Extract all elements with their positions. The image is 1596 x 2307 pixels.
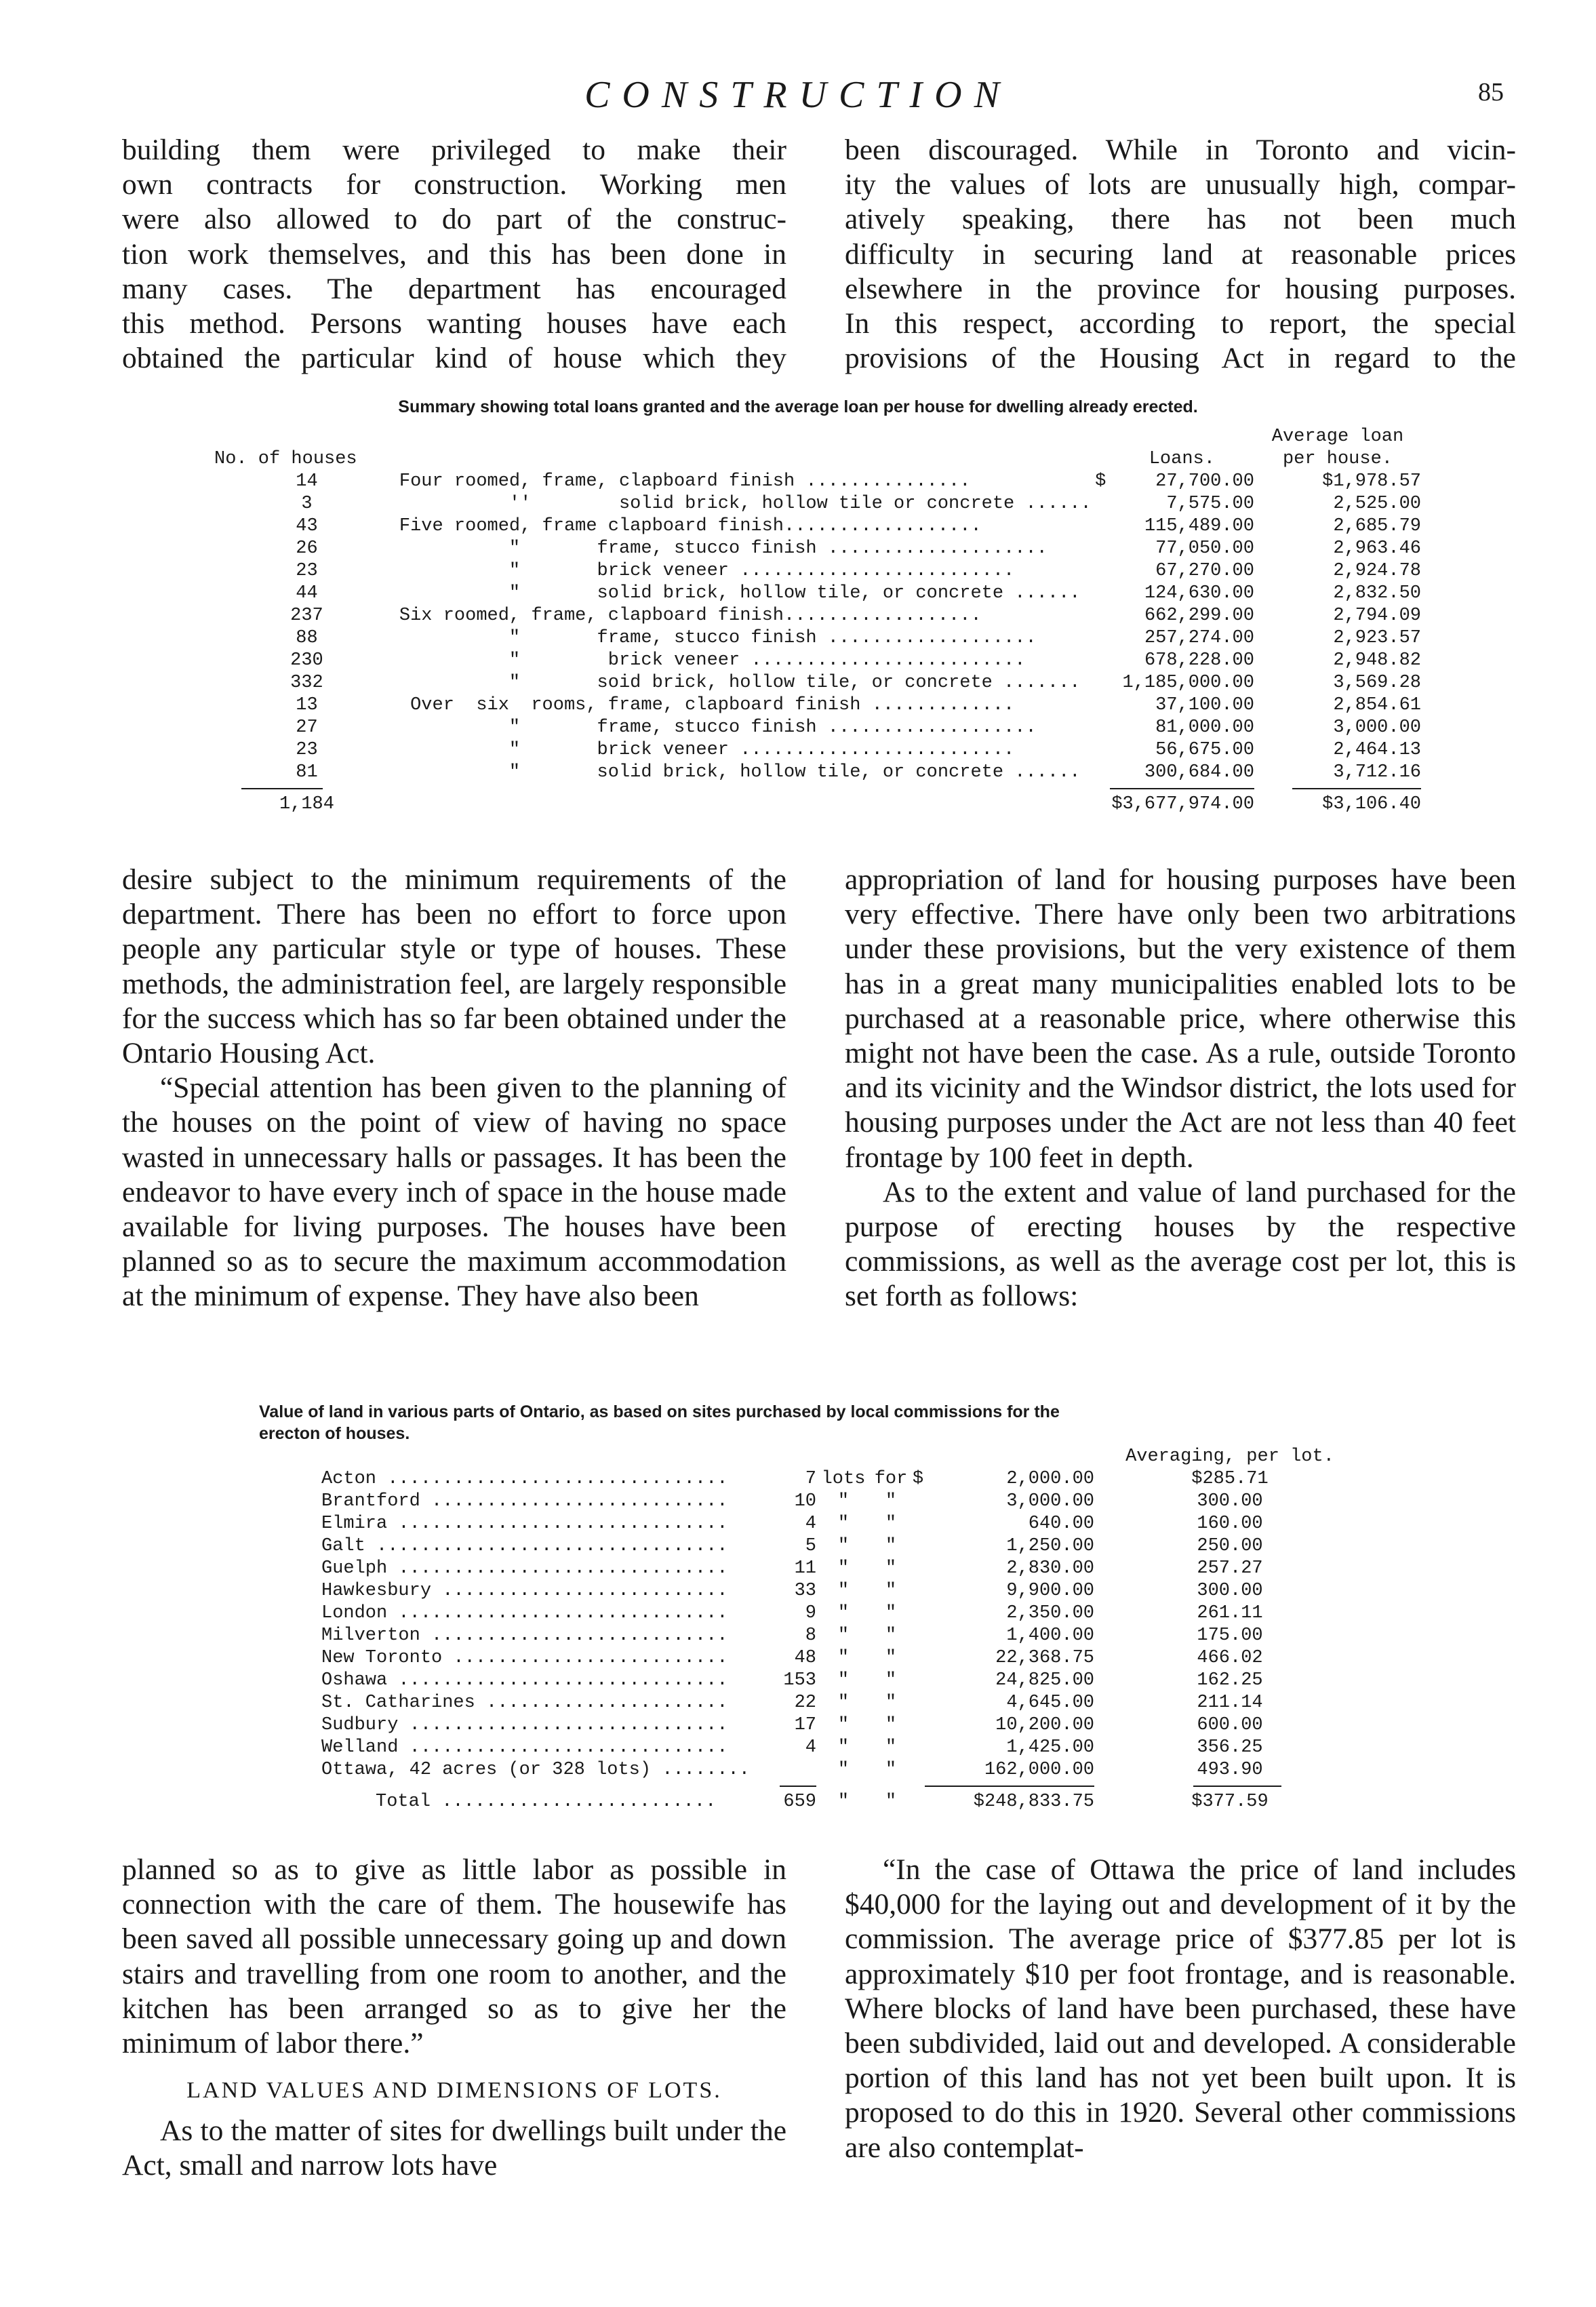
land-table-caption bbox=[259, 1401, 1479, 1444]
amount-cell: 10,200.00 bbox=[995, 1715, 1094, 1735]
per-lot-cell: 356.25 bbox=[1197, 1737, 1263, 1758]
land-total-lots: 659 bbox=[783, 1792, 816, 1812]
per-lot-cell: 466.02 bbox=[1197, 1648, 1263, 1668]
houses-cell: 43 bbox=[296, 516, 318, 536]
dollar-sign-cell bbox=[911, 1737, 925, 1759]
average-cell: 3,000.00 bbox=[1333, 717, 1421, 738]
place-cell: Milverton ........................... bbox=[321, 1625, 728, 1646]
land-table-rule-row bbox=[321, 1781, 1365, 1791]
land-total-label: Total ......................... bbox=[376, 1792, 717, 1812]
lots-word-cell: " bbox=[837, 1760, 850, 1780]
land-total-amount: $248,833.75 bbox=[973, 1792, 1094, 1812]
loans-cell: 67,270.00 bbox=[1155, 561, 1254, 581]
for-word-cell: " bbox=[885, 1670, 897, 1691]
average-cell: 3,712.16 bbox=[1333, 762, 1421, 783]
middle-right-column bbox=[845, 863, 1516, 1314]
description-cell: " soid brick, hollow tile, or concrete ....... bbox=[399, 673, 1081, 693]
per-lot-cell: $285.71 bbox=[1191, 1469, 1269, 1489]
land-table-row bbox=[321, 1602, 1365, 1625]
land-table-total-row bbox=[321, 1791, 1365, 1813]
per-lot-cell: 261.11 bbox=[1197, 1603, 1263, 1623]
loans-cell: 678,228.00 bbox=[1144, 650, 1254, 671]
place-cell: Ottawa, 42 acres (or 328 lots) ........ bbox=[321, 1760, 750, 1780]
dollar-sign-cell bbox=[1092, 560, 1110, 583]
text-line: building them were privileged to make their bbox=[122, 134, 786, 166]
lots-word-cell: " bbox=[837, 1648, 850, 1668]
loans-table-rule-row bbox=[214, 784, 1421, 793]
description-cell: " frame, stucco finish .................... bbox=[399, 538, 1048, 559]
amount-cell: 3,000.00 bbox=[1006, 1491, 1094, 1512]
text-line: were also allowed to do part of the construc- bbox=[122, 203, 786, 236]
place-cell: Welland ............................. bbox=[321, 1737, 728, 1758]
total-average: $3,106.40 bbox=[1322, 794, 1421, 814]
for-word-cell: " bbox=[885, 1715, 897, 1735]
middle-left-column bbox=[122, 863, 786, 1314]
lots-count-cell: 153 bbox=[783, 1670, 816, 1691]
land-caption-line-1: Value of land in various parts of Ontario, as based on sites purchased by local commissions for the bbox=[259, 1402, 1060, 1421]
land-values-heading: LAND VALUES AND DIMENSIONS OF LOTS. bbox=[186, 2078, 722, 2104]
place-cell: Hawkesbury .......................... bbox=[321, 1581, 728, 1601]
top-left-column bbox=[122, 133, 786, 376]
description-cell: " frame, stucco finish ................... bbox=[399, 717, 1037, 738]
amount-cell: 640.00 bbox=[1028, 1514, 1094, 1534]
per-lot-cell: 160.00 bbox=[1197, 1514, 1263, 1534]
loans-table-row bbox=[214, 694, 1421, 717]
amount-cell: 2,000.00 bbox=[1006, 1469, 1094, 1489]
loans-cell: 7,575.00 bbox=[1166, 494, 1254, 514]
description-cell: " frame, stucco finish ................... bbox=[399, 628, 1037, 648]
land-table-row bbox=[321, 1468, 1365, 1491]
land-total-avg: $377.59 bbox=[1191, 1792, 1269, 1812]
loans-cell: 115,489.00 bbox=[1144, 516, 1254, 536]
place-cell: Guelph .............................. bbox=[321, 1558, 728, 1579]
amount-cell: 2,350.00 bbox=[1006, 1603, 1094, 1623]
houses-cell: 332 bbox=[290, 673, 323, 693]
bottom-left-quote: planned so as to give as little labor as possible in connection with the care of them. The housewife has been saved all possible unnecessary going up and down stairs and travelling from one room to another, and the kitchen has been arranged so as to give her the minimum of labor there.” bbox=[122, 1853, 786, 2060]
average-loan-header: Average loan bbox=[1271, 427, 1404, 447]
bottom-left-column bbox=[122, 1853, 786, 2184]
loans-cell: 81,000.00 bbox=[1155, 717, 1254, 738]
dollar-sign-cell bbox=[911, 1759, 925, 1781]
dollar-sign-cell bbox=[1092, 538, 1110, 560]
description-cell: Over six rooms, frame, clapboard finish ............. bbox=[399, 695, 1015, 715]
text-line: In this respect, according to report, the special bbox=[845, 307, 1516, 340]
text-line: tion work themselves, and this has been done in bbox=[122, 237, 786, 271]
dollar-sign-cell bbox=[911, 1670, 925, 1692]
land-table-row bbox=[321, 1759, 1365, 1781]
dollar-sign-cell bbox=[911, 1535, 925, 1558]
text-line: been discouraged. While in Toronto and vicin- bbox=[845, 134, 1516, 166]
average-cell: 2,832.50 bbox=[1333, 583, 1421, 604]
lots-word-cell: " bbox=[837, 1558, 850, 1579]
loans-cell: 37,100.00 bbox=[1155, 695, 1254, 715]
for-word-cell: " bbox=[885, 1581, 897, 1601]
amount-cell: 162,000.00 bbox=[984, 1760, 1094, 1780]
bottom-right-column bbox=[845, 1853, 1516, 2165]
loans-cell: 56,675.00 bbox=[1155, 740, 1254, 760]
per-lot-cell: 257.27 bbox=[1197, 1558, 1263, 1579]
houses-cell: 237 bbox=[290, 606, 323, 626]
lots-word-cell: " bbox=[837, 1581, 850, 1601]
loans-cell: 257,274.00 bbox=[1144, 628, 1254, 648]
lots-word-cell: " bbox=[837, 1603, 850, 1623]
description-cell: Five roomed, frame clapboard finish.................. bbox=[399, 516, 982, 536]
text-line: atively speaking, there has not been much bbox=[845, 203, 1516, 236]
description-cell: Six roomed, frame, clapboard finish.................. bbox=[399, 606, 982, 626]
average-cell: 2,794.09 bbox=[1333, 606, 1421, 626]
dollar-sign-cell bbox=[1092, 672, 1110, 694]
lots-count-cell: 22 bbox=[794, 1693, 816, 1713]
per-lot-cell: 175.00 bbox=[1197, 1625, 1263, 1646]
average-cell: 2,963.46 bbox=[1333, 538, 1421, 559]
page-number: 85 bbox=[1478, 78, 1504, 106]
for-word-cell: " bbox=[885, 1737, 897, 1758]
for-word-cell: " bbox=[885, 1648, 897, 1668]
land-table-row bbox=[321, 1714, 1365, 1737]
paragraph: desire subject to the minimum requirements of the department. There has been no effort to force upon people any particular style or type of houses. These methods, the administration feel, are largely responsible for the success which has so far been obtained under the Ontario Housing Act. bbox=[122, 863, 786, 1070]
place-cell: Elmira .............................. bbox=[321, 1514, 728, 1534]
houses-cell: 13 bbox=[296, 695, 318, 715]
dollar-sign-cell bbox=[1092, 493, 1110, 515]
per-lot-cell: 600.00 bbox=[1197, 1715, 1263, 1735]
description-cell: Four roomed, frame, clapboard finish ............... bbox=[399, 471, 971, 492]
lots-word-cell: " bbox=[837, 1670, 850, 1691]
loans-table-row bbox=[214, 672, 1421, 694]
lots-word-cell: " bbox=[837, 1715, 850, 1735]
description-cell: " brick veneer ......................... bbox=[399, 561, 1015, 581]
text-line: this method. Persons wanting houses have each bbox=[122, 307, 786, 340]
lots-count-cell: 7 bbox=[805, 1469, 816, 1489]
loans-table-row bbox=[214, 650, 1421, 672]
lots-count-cell: 4 bbox=[805, 1737, 816, 1758]
average-cell: 2,525.00 bbox=[1333, 494, 1421, 514]
lots-count-cell: 11 bbox=[794, 1558, 816, 1579]
dollar-sign-cell: $ bbox=[1095, 471, 1106, 492]
loans-table-caption: Summary showing total loans granted and the average loan per house for dwelling already erected. bbox=[398, 397, 1198, 416]
page-header-title: CONSTRUCTION bbox=[584, 74, 1012, 116]
average-cell: 2,464.13 bbox=[1333, 740, 1421, 760]
houses-cell: 27 bbox=[296, 717, 318, 738]
loans-table-header-row-1 bbox=[214, 426, 1421, 448]
houses-header: No. of houses bbox=[214, 449, 357, 469]
text-line: provisions of the Housing Act in regard to the bbox=[845, 342, 1516, 375]
dollar-sign-cell bbox=[911, 1692, 925, 1714]
dollar-sign-cell bbox=[911, 1625, 925, 1647]
loans-cell: 124,630.00 bbox=[1144, 583, 1254, 604]
dollar-sign-cell: $ bbox=[912, 1469, 924, 1489]
houses-cell: 23 bbox=[296, 740, 318, 760]
dollar-sign-cell bbox=[1092, 627, 1110, 650]
amount-cell: 9,900.00 bbox=[1006, 1581, 1094, 1601]
per-house-header: per house. bbox=[1282, 449, 1393, 469]
loans-table-row bbox=[214, 515, 1421, 538]
text-line: ity the values of lots are unusually high, compar- bbox=[845, 168, 1516, 201]
text-line: elsewhere in the province for housing purposes. bbox=[845, 272, 1516, 305]
lots-word-cell: " bbox=[837, 1737, 850, 1758]
amount-cell: 24,825.00 bbox=[995, 1670, 1094, 1691]
amount-cell: 4,645.00 bbox=[1006, 1693, 1094, 1713]
lots-word-cell: " bbox=[837, 1693, 850, 1713]
houses-cell: 230 bbox=[290, 650, 323, 671]
average-cell: 2,924.78 bbox=[1333, 561, 1421, 581]
per-lot-cell: 300.00 bbox=[1197, 1581, 1263, 1601]
place-cell: Acton ............................... bbox=[321, 1469, 728, 1489]
total-houses: 1,184 bbox=[279, 794, 334, 814]
houses-cell: 88 bbox=[296, 628, 318, 648]
loans-table-header-row-2 bbox=[214, 448, 1421, 471]
dollar-sign-cell bbox=[1092, 739, 1110, 762]
lots-count-cell: 48 bbox=[794, 1648, 816, 1668]
land-table-row bbox=[321, 1558, 1365, 1580]
amount-cell: 1,400.00 bbox=[1006, 1625, 1094, 1646]
description-cell: '' solid brick, hollow tile or concrete ...... bbox=[399, 494, 1092, 514]
amount-cell: 1,425.00 bbox=[1006, 1737, 1094, 1758]
dollar-sign-cell bbox=[911, 1513, 925, 1535]
total-loans: $3,677,974.00 bbox=[1111, 794, 1254, 814]
loans-table-row bbox=[214, 583, 1421, 605]
lots-word-cell: " bbox=[837, 1536, 850, 1556]
loans-table-row bbox=[214, 560, 1421, 583]
lots-count-cell: 33 bbox=[794, 1581, 816, 1601]
loans-table-row bbox=[214, 627, 1421, 650]
loans-table-row bbox=[214, 762, 1421, 784]
lots-count-cell: 5 bbox=[805, 1536, 816, 1556]
per-lot-cell: 162.25 bbox=[1197, 1670, 1263, 1691]
for-word-cell: " bbox=[885, 1760, 897, 1780]
text-line: own contracts for construction. Working men bbox=[122, 168, 786, 201]
houses-cell: 3 bbox=[301, 494, 313, 514]
for-word-cell: " bbox=[885, 1536, 897, 1556]
loans-table-row bbox=[214, 538, 1421, 560]
loans-cell: 662,299.00 bbox=[1144, 606, 1254, 626]
lots-word-cell: " bbox=[837, 1514, 850, 1534]
dollar-sign-cell bbox=[1092, 605, 1110, 627]
per-lot-cell: 211.14 bbox=[1197, 1693, 1263, 1713]
land-table-row bbox=[321, 1580, 1365, 1602]
lots-count-cell: 10 bbox=[794, 1491, 816, 1512]
loans-cell: 77,050.00 bbox=[1155, 538, 1254, 559]
amount-cell: 22,368.75 bbox=[995, 1648, 1094, 1668]
loans-table bbox=[214, 426, 1421, 816]
dollar-sign-cell bbox=[911, 1558, 925, 1580]
bottom-right-paragraph: “In the case of Ottawa the price of land includes $40,000 for the laying out and development of it by the commission. The average price of $377.85 per lot is approximately $10 per foot frontage, and is reasonable. Where blocks of land have been purchased, these have been subdivided, laid out and developed. A considerable portion of this land has not yet been built upon. It is proposed to do this in 1920. Several other commissions are also contemplat- bbox=[845, 1853, 1516, 2164]
dollar-sign-cell bbox=[911, 1580, 925, 1602]
per-lot-cell: 493.90 bbox=[1197, 1760, 1263, 1780]
for-word-cell: " bbox=[885, 1514, 897, 1534]
land-table-header-row bbox=[321, 1446, 1365, 1468]
for-word-cell: " bbox=[885, 1693, 897, 1713]
amount-cell: 1,250.00 bbox=[1006, 1536, 1094, 1556]
loans-cell: 300,684.00 bbox=[1144, 762, 1254, 783]
average-cell: 3,569.28 bbox=[1333, 673, 1421, 693]
lots-word-cell: " bbox=[837, 1625, 850, 1646]
for-word-cell: " bbox=[885, 1603, 897, 1623]
dollar-sign-cell bbox=[911, 1647, 925, 1670]
lots-count-cell: 8 bbox=[805, 1625, 816, 1646]
land-total-ditto-2: " bbox=[885, 1792, 897, 1812]
text-line: many cases. The department has encouraged bbox=[122, 272, 786, 305]
lots-count-cell: 9 bbox=[805, 1603, 816, 1623]
bottom-left-paragraph: As to the matter of sites for dwellings built under the Act, small and narrow lots have bbox=[122, 2114, 786, 2182]
place-cell: London .............................. bbox=[321, 1603, 728, 1623]
land-table-row bbox=[321, 1670, 1365, 1692]
land-table bbox=[321, 1446, 1365, 1813]
for-word-cell: " bbox=[885, 1625, 897, 1646]
for-word-cell: " bbox=[885, 1558, 897, 1579]
land-total-ditto-1: " bbox=[837, 1792, 850, 1812]
average-cell: 2,685.79 bbox=[1333, 516, 1421, 536]
land-table-row bbox=[321, 1535, 1365, 1558]
houses-cell: 14 bbox=[296, 471, 318, 492]
houses-cell: 23 bbox=[296, 561, 318, 581]
dollar-sign-cell bbox=[1092, 694, 1110, 717]
per-lot-cell: 250.00 bbox=[1197, 1536, 1263, 1556]
for-word-cell: " bbox=[885, 1491, 897, 1512]
text-line: difficulty in securing land at reasonable prices bbox=[845, 237, 1516, 271]
place-cell: Brantford ........................... bbox=[321, 1491, 728, 1512]
for-word-cell: for bbox=[874, 1469, 908, 1489]
houses-cell: 26 bbox=[296, 538, 318, 559]
houses-cell: 44 bbox=[296, 583, 318, 604]
loans-cell: 1,185,000.00 bbox=[1122, 673, 1254, 693]
dollar-sign-cell bbox=[1092, 717, 1110, 739]
dollar-sign-cell bbox=[1092, 515, 1110, 538]
dollar-sign-cell bbox=[911, 1714, 925, 1737]
place-cell: Oshawa .............................. bbox=[321, 1670, 728, 1691]
land-table-row bbox=[321, 1625, 1365, 1647]
loans-table-total-row bbox=[214, 793, 1421, 816]
per-lot-cell: 300.00 bbox=[1197, 1491, 1263, 1512]
paragraph: appropriation of land for housing purposes have been very effective. There have only been two arbitrations under these provisions, but the very existence of them has in a great many municipalities enabled lots to be purchased at a reasonable price, where otherwise this might not have been the case. As a rule, outside Toronto and its vicinity and the Windsor district, the lots used for housing purposes under the Act are not less than 40 feet frontage by 100 feet in depth. bbox=[845, 863, 1516, 1174]
lots-word-cell: lots bbox=[821, 1469, 866, 1489]
loans-cell: 27,700.00 bbox=[1155, 471, 1254, 492]
land-table-row bbox=[321, 1647, 1365, 1670]
loans-table-row bbox=[214, 605, 1421, 627]
description-cell: " solid brick, hollow tile, or concrete ...... bbox=[399, 762, 1081, 783]
place-cell: Sudbury ............................. bbox=[321, 1715, 728, 1735]
average-cell: 2,948.82 bbox=[1333, 650, 1421, 671]
dollar-sign-cell bbox=[911, 1602, 925, 1625]
land-caption-line-2: erecton of houses. bbox=[259, 1424, 410, 1443]
text-line: obtained the particular kind of house which they bbox=[122, 342, 786, 375]
average-cell: 2,854.61 bbox=[1333, 695, 1421, 715]
lots-count-cell: 4 bbox=[805, 1514, 816, 1534]
averaging-header: Averaging, per lot. bbox=[1125, 1446, 1334, 1467]
description-cell: " solid brick, hollow tile, or concrete ...... bbox=[399, 583, 1081, 604]
loans-header: Loans. bbox=[1149, 449, 1215, 469]
land-table-row bbox=[321, 1513, 1365, 1535]
dollar-sign-cell bbox=[911, 1491, 925, 1513]
place-cell: St. Catharines ...................... bbox=[321, 1693, 728, 1713]
land-table-row bbox=[321, 1491, 1365, 1513]
land-table-row bbox=[321, 1737, 1365, 1759]
top-right-column bbox=[845, 133, 1516, 376]
loans-table-row bbox=[214, 493, 1421, 515]
lots-count-cell: 17 bbox=[794, 1715, 816, 1735]
description-cell: " brick veneer ......................... bbox=[399, 740, 1015, 760]
dollar-sign-cell bbox=[1092, 583, 1110, 605]
place-cell: New Toronto ......................... bbox=[321, 1648, 728, 1668]
lots-word-cell: " bbox=[837, 1491, 850, 1512]
description-cell: " brick veneer ......................... bbox=[399, 650, 1026, 671]
lots-count-cell bbox=[776, 1759, 816, 1781]
loans-table-row bbox=[214, 471, 1421, 493]
houses-cell: 81 bbox=[296, 762, 318, 783]
loans-table-row bbox=[214, 717, 1421, 739]
average-cell: 2,923.57 bbox=[1333, 628, 1421, 648]
paragraph: “Special attention has been given to the planning of the houses on the point of view of having no space wasted in unnecessary halls or passages. It has been the endeavor to have every inch of space in the house made available for living purposes. The houses have been planned so as to secure the maximum accommodation at the minimum of expense. They have also been bbox=[122, 1071, 786, 1313]
average-cell: $1,978.57 bbox=[1322, 471, 1421, 492]
dollar-sign-cell bbox=[1092, 762, 1110, 784]
paragraph: As to the extent and value of land purchased for the purpose of erecting houses by the respective commissions, as well as the average cost per lot, this is set forth as follows: bbox=[845, 1175, 1516, 1313]
land-table-row bbox=[321, 1692, 1365, 1714]
loans-table-row bbox=[214, 739, 1421, 762]
dollar-sign-cell bbox=[1092, 650, 1110, 672]
amount-cell: 2,830.00 bbox=[1006, 1558, 1094, 1579]
place-cell: Galt ................................ bbox=[321, 1536, 728, 1556]
